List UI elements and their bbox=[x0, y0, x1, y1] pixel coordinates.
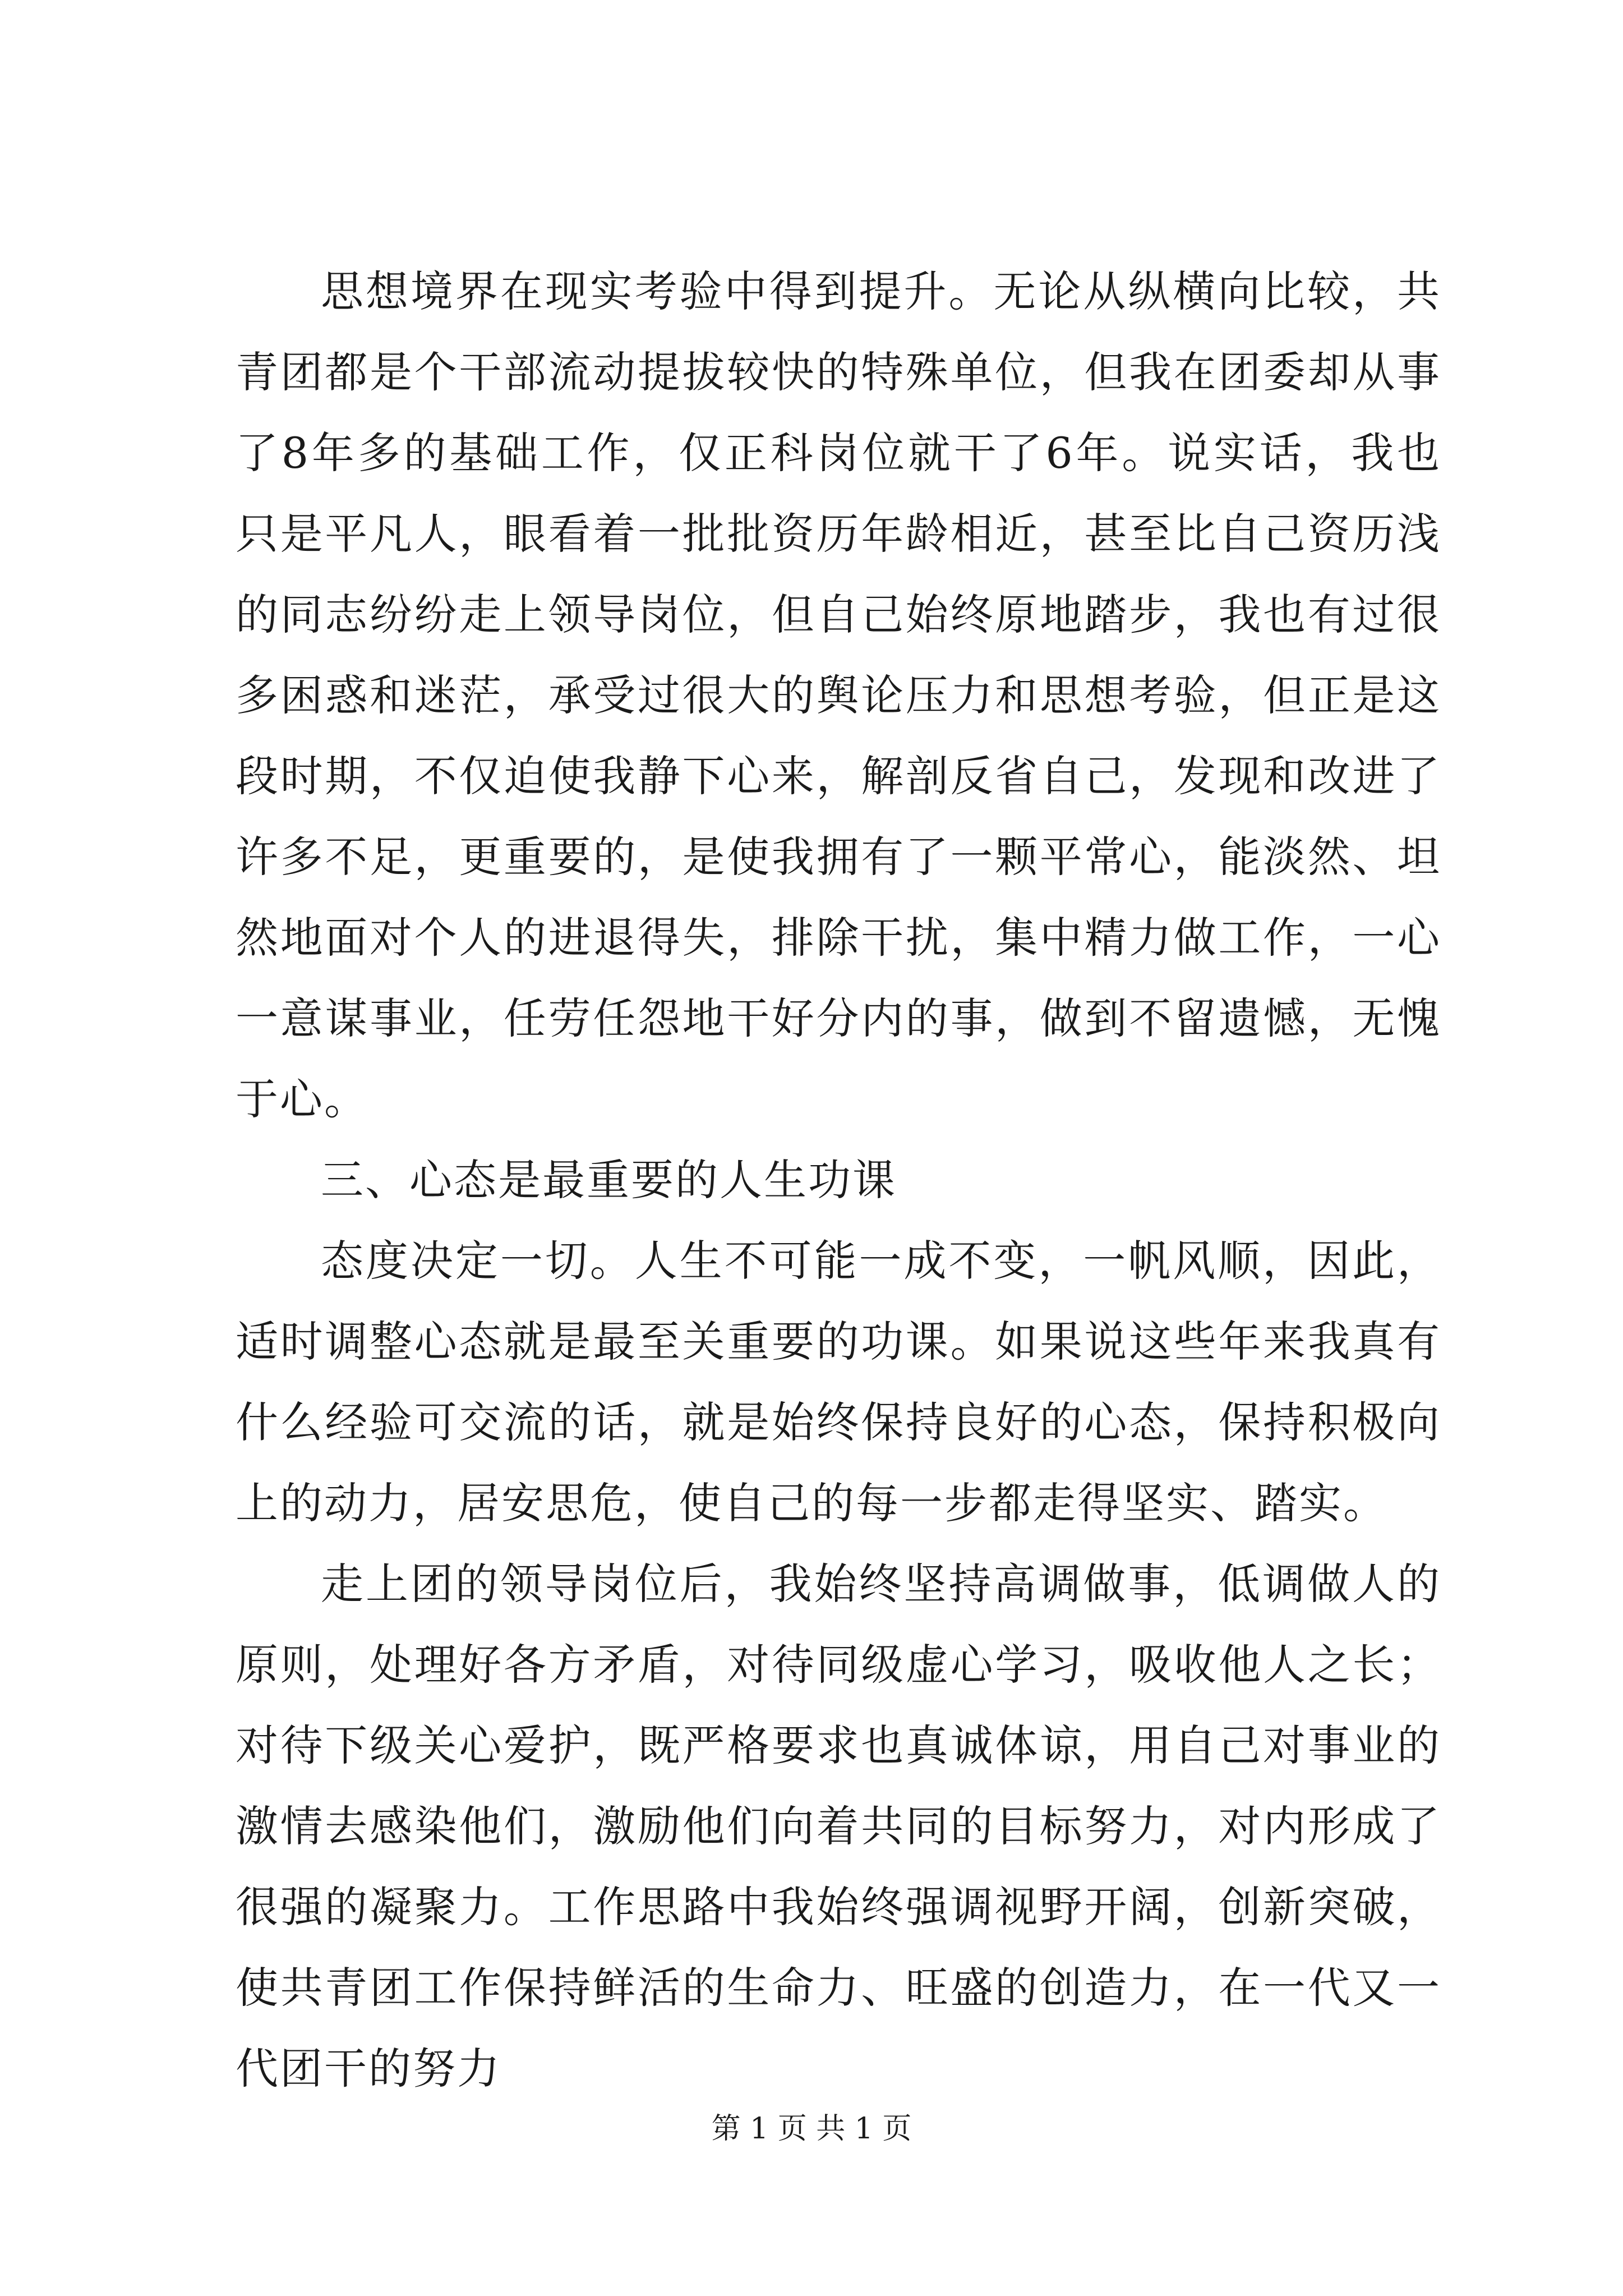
paragraph-1: 思想境界在现实考验中得到提升。无论从纵横向比较，共青团都是个干部流动提拔较快的特殊单位，但我在团委却从事了8年多的基础工作，仅正科岗位就干了6年。说实话，我也只是平凡人，眼看着一批批资历年龄相近，甚至比自己资历浅的同志纷纷走上领导岗位，但自己始终原地踏步，我也有过很多困惑和迷茫，承受过很大的舆论压力和思想考验，但正是这段时期，不仅迫使我静下心来，解剖反省自己，发现和改进了许多不足，更重要的，是使我拥有了一颗平常心，能淡然、坦然地面对个人的进退得失，排除干扰，集中精力做工作，一心一意谋事业，任劳任怨地干好分内的事，做到不留遗憾，无愧于心。 bbox=[236, 266, 1441, 1124]
paragraph-2: 态度决定一切。人生不可能一成不变，一帆风顺，因此，适时调整心态就是最至关重要的功课。如果说这些年来我真有什么经验可交流的话，就是始终保持良好的心态，保持积极向上的动力，居安思危，使自己的每一步都走得坚实、踏实。 bbox=[236, 1236, 1441, 1528]
document-body bbox=[236, 251, 1441, 2109]
section-heading: 三、心态是最重要的人生功课 bbox=[321, 1155, 897, 1205]
page-footer: 第 1 页 共 1 页 bbox=[711, 2112, 912, 2146]
paragraph-3: 走上团的领导岗位后，我始终坚持高调做事，低调做人的原则，处理好各方矛盾，对待同级虚心学习，吸收他人之长；对待下级关心爱护，既严格要求也真诚体谅，用自己对事业的激情去感染他们，激励他们向着共同的目标努力，对内形成了很强的凝聚力。工作思路中我始终强调视野开阔，创新突破，使共青团工作保持鲜活的生命力、旺盛的创造力，在一代又一代团干的努力 bbox=[236, 1559, 1441, 2093]
